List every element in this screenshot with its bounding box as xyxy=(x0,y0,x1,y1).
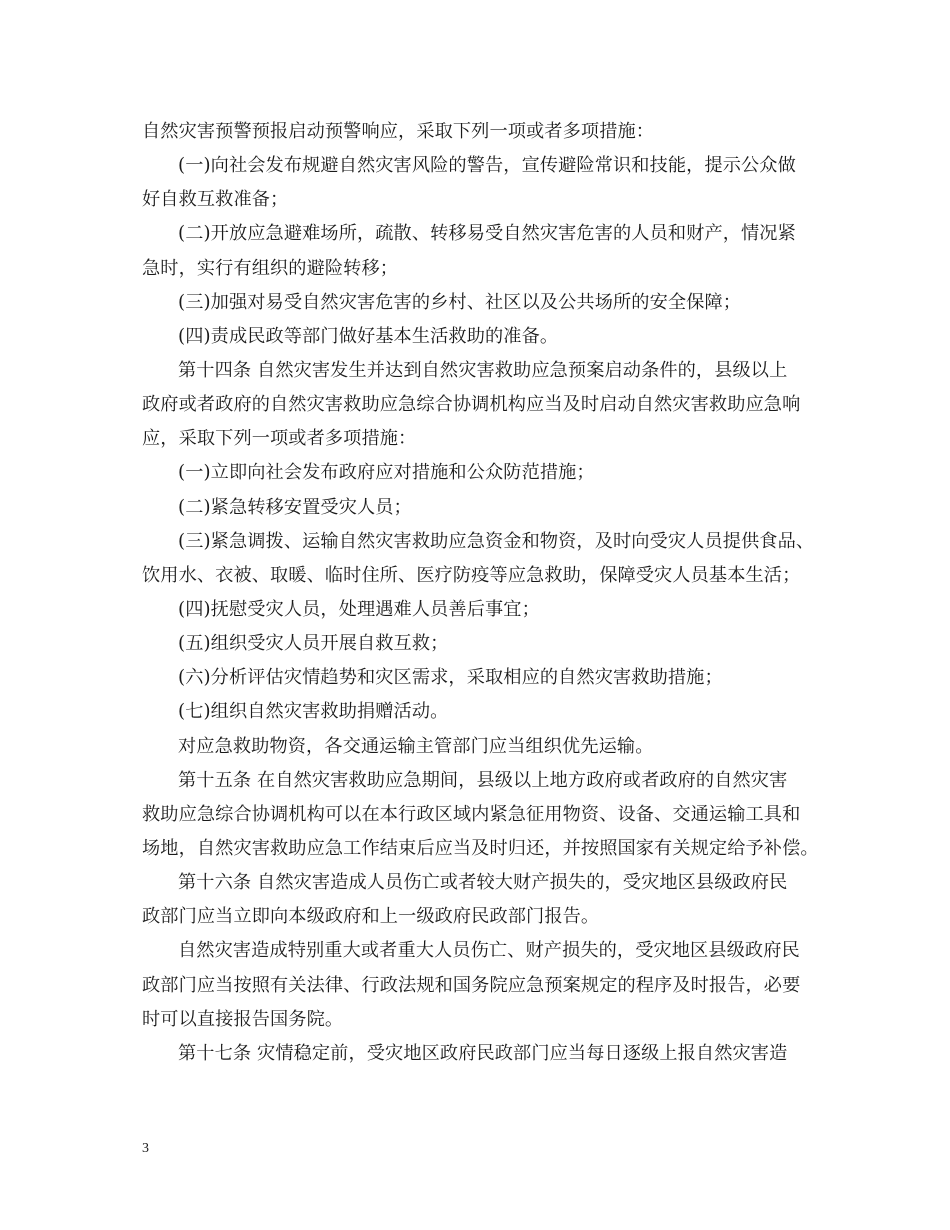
text-line: (六)分析评估灾情趋势和灾区需求，采取相应的自然灾害救助措施； xyxy=(178,667,723,689)
text-line: (四)责成民政等部门做好基本生活救助的准备。 xyxy=(178,325,559,347)
text-line: 饮用水、衣被、取暖、临时住所、医疗防疫等应急救助，保障受灾人员基本生活； xyxy=(142,564,801,586)
text-line: (一)立即向社会发布政府应对措施和公众防范措施； xyxy=(178,462,595,484)
text-line: 第十五条 在自然灾害救助应急期间，县级以上地方政府或者政府的自然灾害 xyxy=(178,769,788,791)
text-line: 救助应急综合协调机构可以在本行政区域内紧急征用物资、设备、交通运输工具和 xyxy=(142,803,801,825)
text-line: 政府或者政府的自然灾害救助应急综合协调机构应当及时启动自然灾害救助应急响 xyxy=(142,394,801,416)
text-line: (五)组织受灾人员开展自救互救； xyxy=(178,633,449,655)
text-line: 应，采取下列一项或者多项措施： xyxy=(142,428,417,450)
page-number: 3 xyxy=(142,1141,149,1156)
text-line: 政部门应当立即向本级政府和上一级政府民政部门报告。 xyxy=(142,906,600,928)
text-line: (七)组织自然灾害救助捐赠活动。 xyxy=(178,701,449,723)
text-line: 时可以直接报告国务院。 xyxy=(142,1008,344,1030)
text-line: (一)向社会发布规避自然灾害风险的警告，宣传避险常识和技能，提示公众做 xyxy=(178,155,796,177)
text-line: 场地，自然灾害救助应急工作结束后应当及时归还，并按照国家有关规定给予补偿。 xyxy=(142,837,819,859)
text-line: 好自救互救准备； xyxy=(142,189,289,211)
text-line: (二)开放应急避难场所，疏散、转移易受自然灾害危害的人员和财产，情况紧 xyxy=(178,223,796,245)
text-line: 第十六条 自然灾害造成人员伤亡或者较大财产损失的，受灾地区县级政府民 xyxy=(178,872,788,894)
text-line: 对应急救助物资，各交通运输主管部门应当组织优先运输。 xyxy=(178,735,654,757)
text-line: 自然灾害造成特别重大或者重大人员伤亡、财产损失的，受灾地区县级政府民 xyxy=(178,940,800,962)
text-line: 第十七条 灾情稳定前，受灾地区政府民政部门应当每日逐级上报自然灾害造 xyxy=(178,1042,788,1064)
text-line: 自然灾害预警预报启动预警响应，采取下列一项或者多项措施： xyxy=(142,121,655,142)
text-line: 政部门应当按照有关法律、行政法规和国务院应急预案规定的程序及时报告，必要 xyxy=(142,974,801,996)
text-line: (三)加强对易受自然灾害危害的乡村、社区以及公共场所的安全保障； xyxy=(178,291,742,313)
text-line: (四)抚慰受灾人员，处理遇难人员善后事宜； xyxy=(178,598,540,620)
document-body xyxy=(142,115,822,1071)
text-line: (三)紧急调拨、运输自然灾害救助应急资金和物资，及时向受灾人员提供食品、 xyxy=(178,530,815,552)
text-line: 急时，实行有组织的避险转移； xyxy=(142,257,399,279)
text-line: (二)紧急转移安置受灾人员； xyxy=(178,496,412,518)
text-line: 第十四条 自然灾害发生并达到自然灾害救助应急预案启动条件的，县级以上 xyxy=(178,359,788,381)
